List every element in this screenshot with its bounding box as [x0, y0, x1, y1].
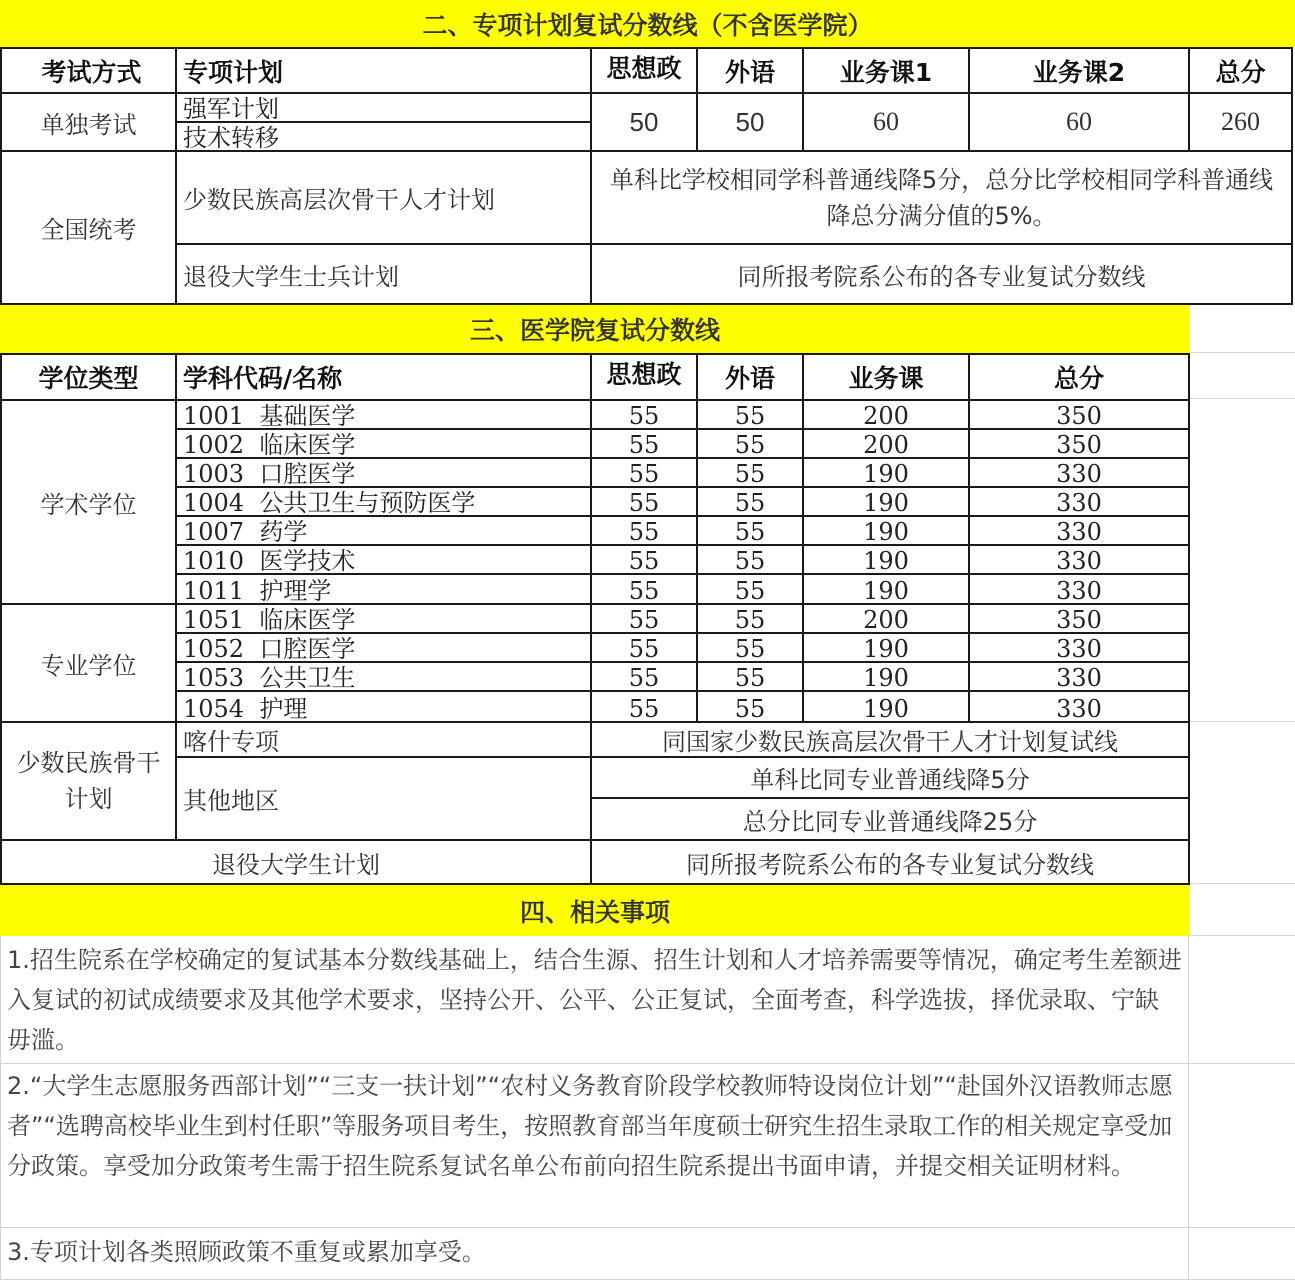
politics-cell: 55	[590, 632, 698, 663]
subject-name: 医学技术	[259, 547, 356, 575]
score-major-1: 60	[802, 92, 970, 152]
major-cell: 200	[802, 428, 970, 459]
language-cell: 55	[696, 486, 804, 517]
major-cell: 200	[802, 603, 970, 634]
subject-code: 1001	[183, 402, 245, 430]
rule-kashgar: 同国家少数民族高层次骨干人才计划复试线	[590, 721, 1190, 758]
major-cell: 190	[802, 573, 970, 605]
politics-cell: 55	[590, 457, 698, 488]
subject-cell	[175, 632, 592, 663]
score-major-2: 60	[968, 92, 1190, 152]
total-cell: 330	[968, 515, 1190, 546]
subject-name: 临床医学	[259, 606, 356, 634]
sheet-gridline	[1188, 884, 1295, 936]
section-3-title: 三、医学院复试分数线	[0, 305, 1190, 353]
subject-cell	[175, 544, 592, 575]
politics-cell: 55	[590, 603, 698, 634]
total-cell: 330	[968, 690, 1190, 723]
politics-cell: 55	[590, 544, 698, 575]
subject-code: 1010	[183, 547, 245, 575]
subject-cell	[175, 399, 592, 430]
language-cell: 55	[696, 399, 804, 430]
major-cell: 190	[802, 457, 970, 488]
subject-code: 1007	[183, 518, 245, 546]
header-subject: 学科代码/名称	[175, 353, 592, 401]
subject-cell	[175, 573, 592, 605]
rule-other-total: 总分比同专业普通线降25分	[590, 797, 1190, 841]
note-2: 2.“大学生志愿服务西部计划”“三支一扶计划”“农村义务教育阶段学校教师特设岗位计划”“赴国外汉语教师志愿者”“选聘高校毕业生到村任职”等服务项目考生，按照教育部当年度硕士研究生招生录取工作的相关规定享受加分政策。享受加分政策考生需于招生院系复试名单公布前向招生院系提出书面申请，并提交相关证明材料。	[0, 1064, 1189, 1228]
header-major-1: 业务课1	[802, 47, 970, 94]
header-total: 总分	[1188, 47, 1293, 94]
major-cell: 190	[802, 486, 970, 517]
rule-veteran-student: 同所报考院系公布的各专业复试分数线	[590, 839, 1190, 885]
exam-mode-national: 全国统考	[0, 150, 177, 305]
exam-mode-independent: 单独考试	[0, 92, 177, 152]
degree-type-academic: 学术学位	[0, 399, 177, 605]
note-1: 1.招生院系在学校确定的复试基本分数线基础上，结合生源、招生计划和人才培养需要等情况，确定考生差额进入复试的初试成绩要求及其他学术要求，坚持公开、公平、公正复试，全面考查，科学选拔，择优录取、宁缺毋滥。	[0, 936, 1189, 1064]
total-cell: 350	[968, 603, 1190, 634]
language-cell: 55	[696, 632, 804, 663]
subject-cell	[175, 428, 592, 459]
subject-cell	[175, 457, 592, 488]
header-language: 外语	[696, 353, 804, 401]
header-exam-mode: 考试方式	[0, 47, 177, 94]
language-cell: 55	[696, 603, 804, 634]
politics-cell: 55	[590, 428, 698, 459]
total-cell: 330	[968, 632, 1190, 663]
subject-name: 口腔医学	[259, 635, 356, 663]
header-total: 总分	[968, 353, 1190, 401]
header-politics: 思想政	[590, 47, 698, 94]
section-2-title: 二、专项计划复试分数线（不含医学院）	[0, 0, 1295, 47]
subject-cell	[175, 515, 592, 546]
subject-code: 1002	[183, 431, 245, 459]
header-degree-type: 学位类型	[0, 353, 177, 401]
plan-other-regions: 其他地区	[175, 756, 592, 841]
subject-cell	[175, 661, 592, 692]
major-cell: 190	[802, 544, 970, 575]
rule-other-single: 单科比同专业普通线降5分	[590, 756, 1190, 799]
subject-code: 1053	[183, 664, 245, 692]
subject-code: 1004	[183, 489, 245, 517]
rule-minority-talent: 单科比学校相同学科普通线降5分，总分比学校相同学科普通线降总分满分值的5%。	[590, 150, 1293, 245]
subject-code: 1011	[183, 577, 245, 605]
subject-cell	[175, 603, 592, 634]
subject-name: 护理	[259, 695, 308, 723]
language-cell: 55	[696, 515, 804, 546]
subject-name: 基础医学	[259, 402, 356, 430]
sheet-gridline	[1188, 1064, 1295, 1228]
politics-cell: 55	[590, 573, 698, 605]
subject-name: 公共卫生	[259, 664, 356, 692]
major-cell: 190	[802, 632, 970, 663]
sheet-gridline	[1188, 399, 1295, 722]
subject-name: 药学	[259, 518, 308, 546]
language-cell: 55	[696, 544, 804, 575]
politics-cell: 55	[590, 399, 698, 430]
sheet-gridline	[1188, 1228, 1295, 1280]
subject-cell	[175, 486, 592, 517]
subject-name: 护理学	[259, 577, 332, 605]
major-cell: 190	[802, 515, 970, 546]
rule-veteran-soldier: 同所报考院系公布的各专业复试分数线	[590, 243, 1293, 305]
header-politics: 思想政	[590, 353, 698, 401]
politics-cell: 55	[590, 690, 698, 723]
subject-name: 口腔医学	[259, 460, 356, 488]
header-major: 业务课	[802, 353, 970, 401]
total-cell: 330	[968, 573, 1190, 605]
total-cell: 350	[968, 428, 1190, 459]
plan-veteran-student: 退役大学生计划	[0, 839, 592, 885]
plan-minority-talent: 少数民族高层次骨干人才计划	[175, 150, 592, 245]
major-cell: 190	[802, 690, 970, 723]
subject-name: 临床医学	[259, 431, 356, 459]
major-cell: 190	[802, 661, 970, 692]
score-total: 260	[1188, 92, 1293, 152]
language-cell: 55	[696, 428, 804, 459]
politics-cell: 55	[590, 515, 698, 546]
sheet-gridline	[1188, 353, 1295, 399]
language-cell: 55	[696, 457, 804, 488]
plan-military: 强军计划	[175, 92, 592, 123]
header-major-2: 业务课2	[968, 47, 1190, 94]
subject-code: 1054	[183, 695, 245, 723]
major-cell: 200	[802, 399, 970, 430]
politics-cell: 55	[590, 661, 698, 692]
degree-type-minority: 少数民族骨干计划	[0, 721, 177, 841]
header-language: 外语	[696, 47, 804, 94]
note-3: 3.专项计划各类照顾政策不重复或累加享受。	[0, 1228, 1189, 1280]
degree-type-professional: 专业学位	[0, 603, 177, 723]
plan-kashgar: 喀什专项	[175, 721, 592, 758]
total-cell: 350	[968, 399, 1190, 430]
header-special-plan: 专项计划	[175, 47, 592, 94]
politics-cell: 55	[590, 486, 698, 517]
sheet-gridline	[1188, 305, 1295, 353]
subject-code: 1003	[183, 460, 245, 488]
plan-veteran-soldier: 退役大学生士兵计划	[175, 243, 592, 305]
sheet-gridline	[1188, 936, 1295, 1064]
language-cell: 55	[696, 690, 804, 723]
section-4-title: 四、相关事项	[0, 885, 1190, 936]
total-cell: 330	[968, 544, 1190, 575]
language-cell: 55	[696, 573, 804, 605]
subject-cell	[175, 690, 592, 723]
subject-code: 1052	[183, 635, 245, 663]
score-language: 50	[696, 92, 804, 152]
total-cell: 330	[968, 457, 1190, 488]
total-cell: 330	[968, 661, 1190, 692]
language-cell: 55	[696, 661, 804, 692]
subject-name: 公共卫生与预防医学	[259, 489, 476, 517]
score-politics: 50	[590, 92, 698, 152]
plan-tech-transfer: 技术转移	[175, 121, 592, 152]
sheet-gridline	[1188, 722, 1295, 884]
subject-code: 1051	[183, 606, 245, 634]
total-cell: 330	[968, 486, 1190, 517]
